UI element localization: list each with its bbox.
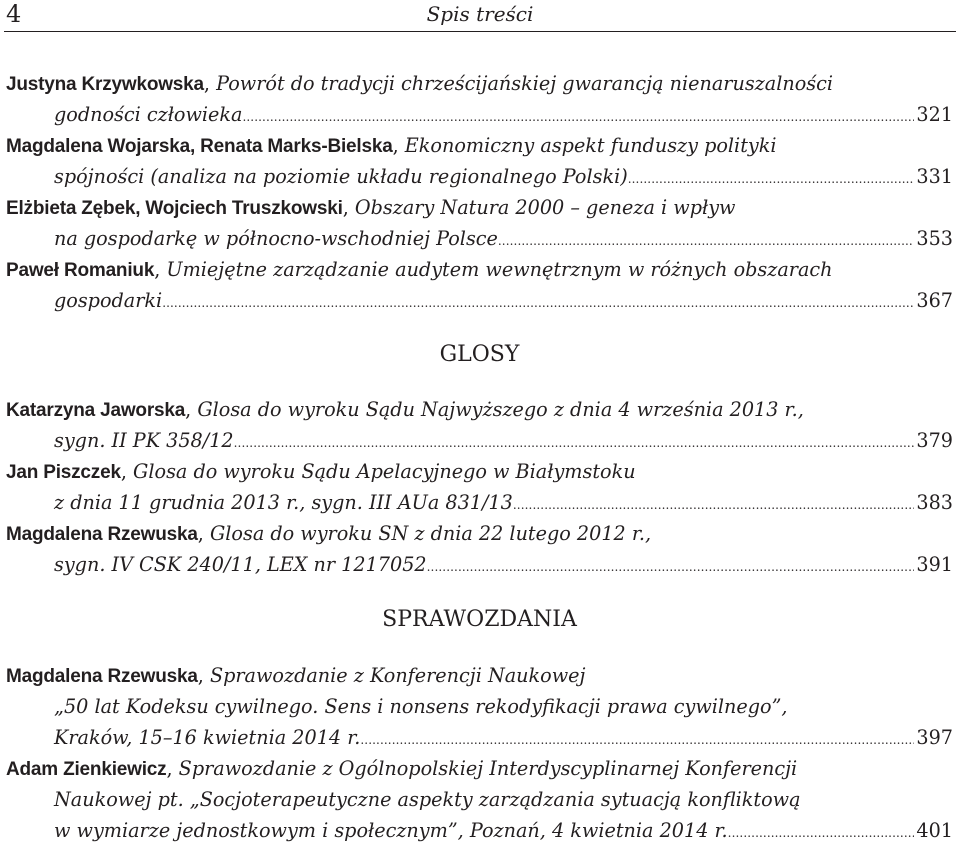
- entry-page-number: 353: [916, 227, 953, 250]
- entry-page-number: 401: [916, 819, 953, 842]
- entry-author: Adam Zienkiewicz: [6, 759, 167, 780]
- toc-entry: [6, 518, 953, 580]
- entry-separator: ,: [392, 134, 405, 157]
- entry-author: Jan Piszczek: [6, 462, 121, 483]
- toc-entry-line: [6, 456, 953, 487]
- entry-separator: ,: [197, 522, 210, 545]
- entry-author: Magdalena Rzewuska: [6, 666, 198, 687]
- entry-title: w wymiarze jednostkowym i społecznym”, Poznań, 4 kwietnia 2014 r.: [54, 819, 728, 842]
- entry-author: Katarzyna Jaworska: [6, 400, 186, 421]
- toc-entry-last-line: [6, 722, 953, 753]
- entry-title: z dnia 11 grudnia 2013 r., sygn. III AUa 831/13: [54, 491, 513, 514]
- toc-entry-last-line: [6, 425, 953, 456]
- entry-author: Magdalena Wojarska, Renata Marks-Bielska: [6, 136, 393, 157]
- toc-group-articles: [6, 68, 953, 316]
- entry-title: spójności (analiza na poziomie układu regionalnego Polski): [54, 165, 628, 188]
- entry-title: Glosa do wyroku Sądu Apelacyjnego w Białymstoku: [133, 460, 636, 483]
- toc-entry-line: [6, 254, 953, 285]
- toc-entry-line: [6, 68, 953, 99]
- toc-entry: [6, 394, 953, 456]
- dot-leader: [162, 288, 914, 316]
- dot-leader: [427, 552, 915, 580]
- toc-entry-line: [6, 691, 953, 722]
- toc-entry-last-line: [6, 815, 953, 846]
- entry-title: Obszary Natura 2000 – geneza i wpływ: [354, 196, 736, 219]
- toc-entry-last-line: [6, 487, 953, 518]
- entry-title: Glosa do wyroku SN z dnia 22 lutego 2012 r.,: [209, 522, 652, 545]
- entry-title: na gospodarkę w północno-wschodniej Polsce: [54, 227, 498, 250]
- entry-page-number: 379: [916, 429, 953, 452]
- dot-leader: [242, 102, 914, 130]
- toc-entry: [6, 130, 953, 192]
- entry-separator: ,: [166, 757, 179, 780]
- toc-entry-last-line: [6, 223, 953, 254]
- toc-entry-line: [6, 192, 953, 223]
- entry-author: Paweł Romaniuk: [6, 260, 155, 281]
- entry-author: Magdalena Rzewuska: [6, 524, 198, 545]
- entry-title: Umiejętne zarządzanie audytem wewnętrznym w różnych obszarach: [166, 258, 833, 281]
- entry-separator: ,: [154, 258, 167, 281]
- entry-title: sygn. IV CSK 240/11, LEX nr 1217052: [54, 553, 427, 576]
- entry-author: Elżbieta Zębek, Wojciech Truszkowski: [6, 198, 343, 219]
- entry-title: gospodarki: [54, 289, 163, 312]
- toc-entry-last-line: [6, 99, 953, 130]
- entry-title: sygn. II PK 358/12: [54, 429, 234, 452]
- entry-title: Naukowej pt. „Socjoterapeutyczne aspekty zarządzania sytuacją konfliktową: [54, 788, 801, 811]
- toc-entry: [6, 660, 953, 753]
- entry-title: godności człowieka: [54, 103, 243, 126]
- entry-title: Ekonomiczny aspekt funduszy polityki: [404, 134, 777, 157]
- table-of-contents: [6, 68, 953, 846]
- dot-leader: [513, 490, 914, 518]
- dot-leader: [628, 164, 915, 192]
- entry-page-number: 367: [916, 289, 953, 312]
- toc-entry-line: [6, 753, 953, 784]
- dot-leader: [360, 725, 914, 753]
- entry-title: Glosa do wyroku Sądu Najwyższego z dnia 4 września 2013 r.,: [197, 398, 804, 421]
- entry-page-number: 383: [916, 491, 953, 514]
- entry-page-number: 397: [916, 726, 953, 749]
- running-title: Spis treści: [426, 2, 534, 26]
- section-heading-sprawozdania: SPRAWOZDANIA: [382, 607, 577, 632]
- toc-entry-line: [6, 130, 953, 161]
- entry-page-number: 331: [916, 165, 953, 188]
- toc-entry: [6, 254, 953, 316]
- toc-entry-line: [6, 394, 953, 425]
- entry-title: Kraków, 15–16 kwietnia 2014 r.: [54, 726, 361, 749]
- toc-group-sprawozdania: [6, 660, 953, 846]
- section-heading-glosy: GLOSY: [439, 342, 520, 367]
- toc-group-glosy: [6, 394, 953, 580]
- dot-leader: [498, 226, 914, 254]
- toc-entry: [6, 456, 953, 518]
- toc-entry: [6, 192, 953, 254]
- dot-leader: [728, 818, 915, 846]
- entry-separator: ,: [120, 460, 134, 483]
- entry-page-number: 391: [916, 553, 953, 576]
- toc-entry-line: [6, 784, 953, 815]
- toc-entry-line: [6, 660, 953, 691]
- toc-entry-last-line: [6, 161, 953, 192]
- entry-separator: ,: [185, 398, 198, 421]
- entry-separator: ,: [197, 664, 210, 687]
- entry-title: Powrót do tradycji chrześcijańskiej gwarancją nienaruszalności: [216, 72, 833, 95]
- toc-entry-last-line: [6, 549, 953, 580]
- dot-leader: [234, 428, 915, 456]
- page-number: 4: [6, 0, 22, 28]
- entry-separator: ,: [203, 72, 217, 95]
- header-rule: [4, 31, 956, 32]
- entry-title: Sprawozdanie z Konferencji Naukowej: [209, 664, 586, 687]
- toc-entry-line: [6, 518, 953, 549]
- toc-entry: [6, 753, 953, 846]
- entry-separator: ,: [342, 196, 355, 219]
- toc-entry-last-line: [6, 285, 953, 316]
- entry-page-number: 321: [916, 103, 953, 126]
- entry-author: Justyna Krzywkowska: [6, 74, 204, 95]
- entry-title: „50 lat Kodeksu cywilnego. Sens i nonsens rekodyfikacji prawa cywilnego”,: [54, 695, 788, 718]
- entry-title: Sprawozdanie z Ogólnopolskiej Interdyscyplinarnej Konferencji: [178, 757, 798, 780]
- toc-entry: [6, 68, 953, 130]
